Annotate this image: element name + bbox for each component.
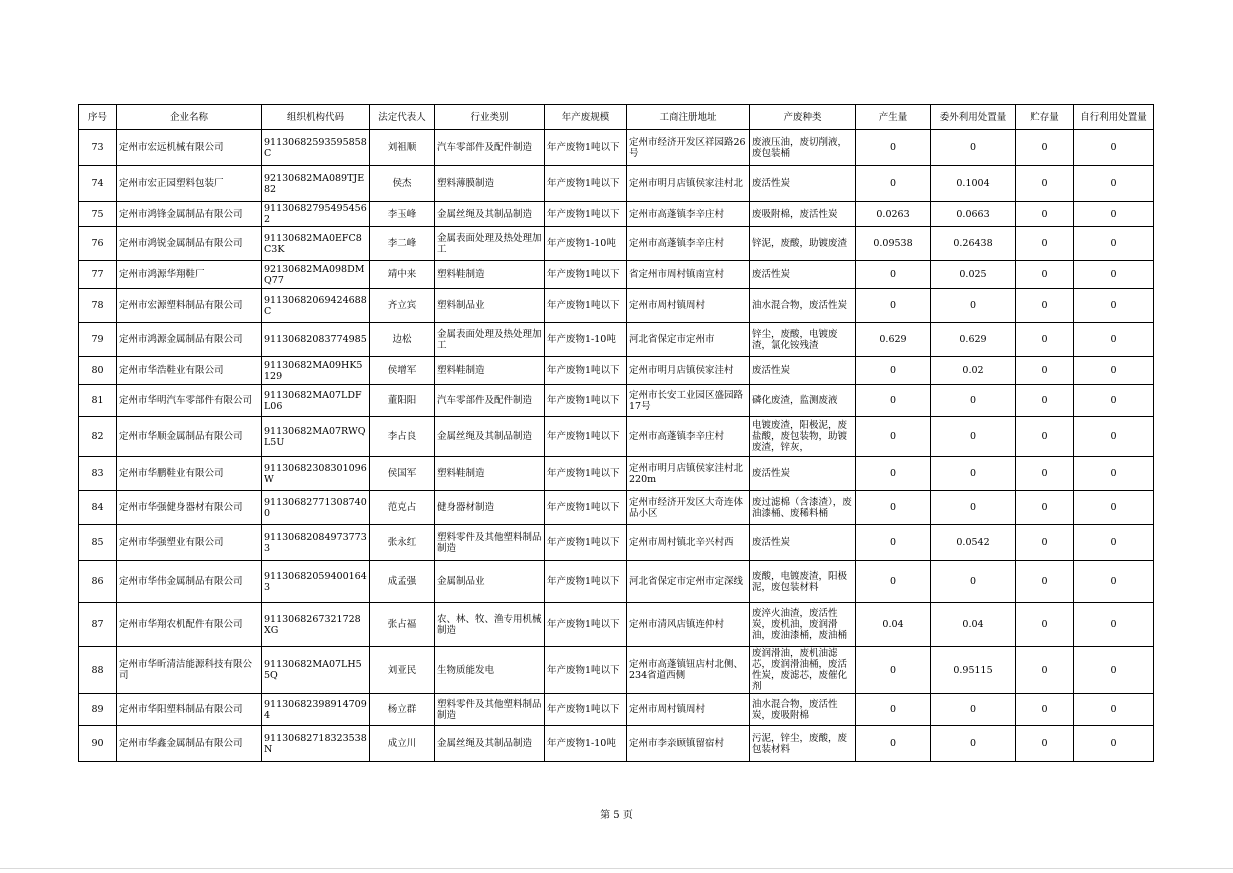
- page-number: 第 5 页: [600, 810, 633, 821]
- cell-company: 定州市鸿锐金属制品有限公司: [117, 227, 262, 261]
- bottom-divider: [0, 868, 1233, 869]
- cell-outsourced: 0.025: [931, 261, 1016, 289]
- cell-legal-rep: 李玉峰: [370, 202, 435, 227]
- table-row: [79, 491, 1154, 525]
- cell-address: 定州市周村镇周村: [627, 694, 750, 726]
- header-waste-type: 产废种类: [750, 105, 856, 130]
- cell-annual-scale: 年产废物1吨以下: [545, 130, 627, 166]
- cell-company: 定州市华强健身器材有限公司: [117, 491, 262, 525]
- table-row: [79, 726, 1154, 762]
- header-company: 企业名称: [117, 105, 262, 130]
- cell-waste-type: 废吸附棉，废活性炭: [750, 202, 856, 227]
- cell-generated: 0: [856, 166, 931, 202]
- cell-industry: 汽车零部件及配件制造: [435, 385, 545, 417]
- cell-outsourced: 0.629: [931, 323, 1016, 357]
- cell-legal-rep: 靖中来: [370, 261, 435, 289]
- cell-legal-rep: 成立川: [370, 726, 435, 762]
- cell-address: 河北省保定市定州市: [627, 323, 750, 357]
- cell-stored: 0: [1016, 202, 1074, 227]
- table-row: [79, 227, 1154, 261]
- cell-generated: 0: [856, 457, 931, 491]
- cell-seq: 80: [79, 357, 117, 385]
- cell-self-disposed: 0: [1074, 130, 1154, 166]
- cell-waste-type: 废活性炭: [750, 357, 856, 385]
- table-header-row: [79, 105, 1154, 130]
- cell-org-code: 9113068267321728XG: [262, 603, 370, 647]
- table-row: [79, 130, 1154, 166]
- cell-self-disposed: 0: [1074, 561, 1154, 603]
- cell-self-disposed: 0: [1074, 202, 1154, 227]
- cell-industry: 农、林、牧、渔专用机械制造: [435, 603, 545, 647]
- cell-waste-type: 废活性炭: [750, 261, 856, 289]
- cell-outsourced: 0: [931, 417, 1016, 457]
- header-address: 工商注册地址: [627, 105, 750, 130]
- cell-self-disposed: 0: [1074, 227, 1154, 261]
- cell-annual-scale: 年产废物1-10吨: [545, 227, 627, 261]
- cell-industry: 塑料鞋制造: [435, 457, 545, 491]
- cell-legal-rep: 侯增军: [370, 357, 435, 385]
- cell-self-disposed: 0: [1074, 603, 1154, 647]
- header-seq: 序号: [79, 105, 117, 130]
- cell-org-code: 91130682083774985: [262, 323, 370, 357]
- cell-self-disposed: 0: [1074, 357, 1154, 385]
- cell-stored: 0: [1016, 525, 1074, 561]
- cell-address: 定州市李亲顾镇留宿村: [627, 726, 750, 762]
- cell-stored: 0: [1016, 289, 1074, 323]
- cell-seq: 86: [79, 561, 117, 603]
- header-org-code: 组织机构代码: [262, 105, 370, 130]
- cell-company: 定州市华鹏鞋业有限公司: [117, 457, 262, 491]
- cell-generated: 0: [856, 525, 931, 561]
- cell-annual-scale: 年产废物1吨以下: [545, 694, 627, 726]
- cell-industry: 金属丝绳及其制品制造: [435, 417, 545, 457]
- header-annual-scale: 年产废规模: [545, 105, 627, 130]
- cell-annual-scale: 年产废物1吨以下: [545, 525, 627, 561]
- cell-legal-rep: 董阳阳: [370, 385, 435, 417]
- cell-company: 定州市华顺金属制品有限公司: [117, 417, 262, 457]
- cell-annual-scale: 年产废物1吨以下: [545, 202, 627, 227]
- cell-stored: 0: [1016, 357, 1074, 385]
- cell-org-code: 911306820849737733: [262, 525, 370, 561]
- cell-company: 定州市华翔农机配件有限公司: [117, 603, 262, 647]
- cell-waste-type: 废液压油，废切削液，废包装桶: [750, 130, 856, 166]
- cell-seq: 79: [79, 323, 117, 357]
- cell-company: 定州市鸿源华翔鞋厂: [117, 261, 262, 289]
- cell-address: 定州市高蓬镇钮店村北侧、234省道西侧: [627, 647, 750, 694]
- cell-company: 定州市华昕清洁能源科技有限公司: [117, 647, 262, 694]
- cell-seq: 85: [79, 525, 117, 561]
- header-industry: 行业类别: [435, 105, 545, 130]
- cell-outsourced: 0.02: [931, 357, 1016, 385]
- cell-company: 定州市华鑫金属制品有限公司: [117, 726, 262, 762]
- cell-org-code: 91130682MA0EFC8C3K: [262, 227, 370, 261]
- cell-industry: 汽车零部件及配件制造: [435, 130, 545, 166]
- cell-waste-type: 废过滤棉（含漆渣），废油漆桶、废稀料桶: [750, 491, 856, 525]
- cell-generated: 0: [856, 726, 931, 762]
- cell-seq: 89: [79, 694, 117, 726]
- cell-waste-type: 污泥，锌尘，废酸，废包装材料: [750, 726, 856, 762]
- cell-seq: 87: [79, 603, 117, 647]
- cell-generated: 0.629: [856, 323, 931, 357]
- cell-generated: 0: [856, 491, 931, 525]
- cell-generated: 0: [856, 417, 931, 457]
- cell-company: 定州市华明汽车零部件有限公司: [117, 385, 262, 417]
- table-row: [79, 202, 1154, 227]
- cell-generated: 0: [856, 289, 931, 323]
- cell-org-code: 911306827954954562: [262, 202, 370, 227]
- cell-industry: 金属制品业: [435, 561, 545, 603]
- cell-company: 定州市鸿锋金属制品有限公司: [117, 202, 262, 227]
- cell-outsourced: 0: [931, 457, 1016, 491]
- cell-waste-type: 废淬火油渣，废活性炭，废机油，废润滑油，废油漆桶，废油桶: [750, 603, 856, 647]
- cell-legal-rep: 杨立群: [370, 694, 435, 726]
- header-stored: 贮存量: [1016, 105, 1074, 130]
- cell-stored: 0: [1016, 694, 1074, 726]
- cell-waste-type: 电镀废渣，阳极泥，废盐酸，废包装物，助镀废渣，锌灰，: [750, 417, 856, 457]
- cell-outsourced: 0: [931, 561, 1016, 603]
- cell-stored: 0: [1016, 166, 1074, 202]
- cell-generated: 0: [856, 694, 931, 726]
- cell-outsourced: 0: [931, 289, 1016, 323]
- cell-self-disposed: 0: [1074, 261, 1154, 289]
- cell-self-disposed: 0: [1074, 417, 1154, 457]
- cell-address: 定州市清风店镇连仲村: [627, 603, 750, 647]
- cell-org-code: 91130682308301096W: [262, 457, 370, 491]
- cell-address: 定州市周村镇周村: [627, 289, 750, 323]
- cell-outsourced: 0: [931, 385, 1016, 417]
- table-row: [79, 166, 1154, 202]
- cell-legal-rep: 成孟强: [370, 561, 435, 603]
- cell-seq: 73: [79, 130, 117, 166]
- cell-industry: 塑料鞋制造: [435, 357, 545, 385]
- cell-address: 定州市明月店镇侯家洼村北220m: [627, 457, 750, 491]
- table-row: [79, 357, 1154, 385]
- cell-waste-type: 磷化废渣，监测废液: [750, 385, 856, 417]
- cell-org-code: 91130682MA07RWQL5U: [262, 417, 370, 457]
- cell-annual-scale: 年产废物1吨以下: [545, 261, 627, 289]
- cell-outsourced: 0.0663: [931, 202, 1016, 227]
- cell-legal-rep: 李二峰: [370, 227, 435, 261]
- cell-self-disposed: 0: [1074, 385, 1154, 417]
- cell-legal-rep: 侯国军: [370, 457, 435, 491]
- cell-address: 定州市明月店镇侯家洼村北: [627, 166, 750, 202]
- cell-address: 定州市经济开发区大奇连体品小区: [627, 491, 750, 525]
- cell-stored: 0: [1016, 417, 1074, 457]
- table-row: [79, 525, 1154, 561]
- cell-org-code: 91130682MA09HK5129: [262, 357, 370, 385]
- cell-stored: 0: [1016, 491, 1074, 525]
- header-generated: 产生量: [856, 105, 931, 130]
- cell-address: 定州市周村镇北辛兴村西: [627, 525, 750, 561]
- cell-self-disposed: 0: [1074, 457, 1154, 491]
- cell-annual-scale: 年产废物1吨以下: [545, 603, 627, 647]
- cell-annual-scale: 年产废物1吨以下: [545, 417, 627, 457]
- cell-annual-scale: 年产废物1-10吨: [545, 726, 627, 762]
- cell-annual-scale: 年产废物1吨以下: [545, 491, 627, 525]
- cell-legal-rep: 李占良: [370, 417, 435, 457]
- cell-legal-rep: 刘祖顺: [370, 130, 435, 166]
- cell-address: 定州市明月店镇侯家洼村: [627, 357, 750, 385]
- cell-annual-scale: 年产废物1吨以下: [545, 289, 627, 323]
- cell-outsourced: 0.0542: [931, 525, 1016, 561]
- cell-waste-type: 废活性炭: [750, 525, 856, 561]
- cell-seq: 82: [79, 417, 117, 457]
- cell-company: 定州市华伟金属制品有限公司: [117, 561, 262, 603]
- cell-seq: 88: [79, 647, 117, 694]
- cell-industry: 金属丝绳及其制品制造: [435, 202, 545, 227]
- cell-legal-rep: 边松: [370, 323, 435, 357]
- cell-self-disposed: 0: [1074, 491, 1154, 525]
- cell-address: 定州市高蓬镇李辛庄村: [627, 202, 750, 227]
- table-row: [79, 457, 1154, 491]
- cell-stored: 0: [1016, 385, 1074, 417]
- cell-generated: 0.09538: [856, 227, 931, 261]
- cell-outsourced: 0: [931, 726, 1016, 762]
- cell-org-code: 911306820594001643: [262, 561, 370, 603]
- cell-stored: 0: [1016, 726, 1074, 762]
- cell-legal-rep: 范克占: [370, 491, 435, 525]
- cell-company: 定州市华阳塑料制品有限公司: [117, 694, 262, 726]
- cell-address: 河北省保定市定州市定深线: [627, 561, 750, 603]
- cell-stored: 0: [1016, 227, 1074, 261]
- cell-org-code: 911306827713087400: [262, 491, 370, 525]
- cell-company: 定州市华强塑业有限公司: [117, 525, 262, 561]
- cell-outsourced: 0: [931, 130, 1016, 166]
- cell-self-disposed: 0: [1074, 694, 1154, 726]
- cell-seq: 83: [79, 457, 117, 491]
- cell-waste-type: 废活性炭: [750, 166, 856, 202]
- header-outsourced: 委外利用处置量: [931, 105, 1016, 130]
- table-row: [79, 694, 1154, 726]
- cell-company: 定州市宏正园塑料包装厂: [117, 166, 262, 202]
- cell-industry: 金属表面处理及热处理加工: [435, 323, 545, 357]
- cell-self-disposed: 0: [1074, 323, 1154, 357]
- cell-waste-type: 锌尘，废酸，电镀废渣，氯化铵残渣: [750, 323, 856, 357]
- table-row: [79, 417, 1154, 457]
- cell-legal-rep: 刘亚民: [370, 647, 435, 694]
- cell-generated: 0.0263: [856, 202, 931, 227]
- cell-seq: 75: [79, 202, 117, 227]
- cell-outsourced: 0.04: [931, 603, 1016, 647]
- cell-stored: 0: [1016, 323, 1074, 357]
- waste-enterprise-table: [78, 104, 1154, 762]
- cell-outsourced: 0.1004: [931, 166, 1016, 202]
- cell-org-code: 91130682MA07LH55Q: [262, 647, 370, 694]
- cell-company: 定州市鸿源金属制品有限公司: [117, 323, 262, 357]
- table-row: [79, 385, 1154, 417]
- cell-waste-type: 废酸，电镀废渣，阳极泥，废包装材料: [750, 561, 856, 603]
- cell-stored: 0: [1016, 647, 1074, 694]
- cell-self-disposed: 0: [1074, 166, 1154, 202]
- cell-generated: 0: [856, 385, 931, 417]
- cell-stored: 0: [1016, 130, 1074, 166]
- cell-address: 定州市经济开发区祥园路26号: [627, 130, 750, 166]
- cell-waste-type: 油水混合物，废活性炭，废吸附棉: [750, 694, 856, 726]
- cell-annual-scale: 年产废物1吨以下: [545, 357, 627, 385]
- cell-self-disposed: 0: [1074, 726, 1154, 762]
- table-row: [79, 561, 1154, 603]
- cell-company: 定州市宏远机械有限公司: [117, 130, 262, 166]
- cell-org-code: 911306823989147094: [262, 694, 370, 726]
- cell-stored: 0: [1016, 603, 1074, 647]
- cell-legal-rep: 侯杰: [370, 166, 435, 202]
- cell-annual-scale: 年产废物1吨以下: [545, 647, 627, 694]
- cell-annual-scale: 年产废物1吨以下: [545, 166, 627, 202]
- cell-generated: 0: [856, 561, 931, 603]
- cell-org-code: 91130682069424688C: [262, 289, 370, 323]
- cell-annual-scale: 年产废物1吨以下: [545, 457, 627, 491]
- cell-generated: 0.04: [856, 603, 931, 647]
- cell-waste-type: 锌泥，废酸，助镀废渣: [750, 227, 856, 261]
- cell-company: 定州市宏源塑料制品有限公司: [117, 289, 262, 323]
- cell-industry: 金属表面处理及热处理加工: [435, 227, 545, 261]
- table-row: [79, 647, 1154, 694]
- table-body: [79, 130, 1154, 762]
- cell-generated: 0: [856, 130, 931, 166]
- cell-legal-rep: 张占福: [370, 603, 435, 647]
- cell-stored: 0: [1016, 561, 1074, 603]
- cell-address: 省定州市周村镇南宣村: [627, 261, 750, 289]
- header-legal-rep: 法定代表人: [370, 105, 435, 130]
- cell-outsourced: 0.26438: [931, 227, 1016, 261]
- cell-waste-type: 废润滑油，废机油滤芯，废润滑油桶，废活性炭，废滤芯，废催化剂: [750, 647, 856, 694]
- cell-industry: 塑料零件及其他塑料制品制造: [435, 694, 545, 726]
- cell-industry: 生物质能发电: [435, 647, 545, 694]
- cell-outsourced: 0: [931, 694, 1016, 726]
- header-self-disposed: 自行利用处置量: [1074, 105, 1154, 130]
- cell-address: 定州市高蓬镇李辛庄村: [627, 227, 750, 261]
- cell-industry: 塑料零件及其他塑料制品制造: [435, 525, 545, 561]
- cell-annual-scale: 年产废物1吨以下: [545, 561, 627, 603]
- cell-org-code: 92130682MA089TJE82: [262, 166, 370, 202]
- cell-industry: 塑料制品业: [435, 289, 545, 323]
- cell-org-code: 91130682593595858C: [262, 130, 370, 166]
- cell-self-disposed: 0: [1074, 525, 1154, 561]
- cell-seq: 76: [79, 227, 117, 261]
- cell-stored: 0: [1016, 457, 1074, 491]
- table-row: [79, 261, 1154, 289]
- cell-seq: 77: [79, 261, 117, 289]
- cell-self-disposed: 0: [1074, 647, 1154, 694]
- cell-seq: 81: [79, 385, 117, 417]
- cell-legal-rep: 齐立宾: [370, 289, 435, 323]
- cell-legal-rep: 张永红: [370, 525, 435, 561]
- cell-industry: 塑料鞋制造: [435, 261, 545, 289]
- cell-seq: 84: [79, 491, 117, 525]
- cell-address: 定州市长安工业园区盛园路17号: [627, 385, 750, 417]
- cell-industry: 塑料薄膜制造: [435, 166, 545, 202]
- table-row: [79, 323, 1154, 357]
- cell-generated: 0: [856, 357, 931, 385]
- cell-seq: 78: [79, 289, 117, 323]
- cell-org-code: 92130682MA098DMQ77: [262, 261, 370, 289]
- cell-seq: 90: [79, 726, 117, 762]
- cell-waste-type: 废活性炭: [750, 457, 856, 491]
- cell-address: 定州市高蓬镇李辛庄村: [627, 417, 750, 457]
- cell-industry: 金属丝绳及其制品制造: [435, 726, 545, 762]
- cell-outsourced: 0: [931, 491, 1016, 525]
- cell-org-code: 91130682MA07LDFL06: [262, 385, 370, 417]
- cell-org-code: 91130682718323538N: [262, 726, 370, 762]
- cell-annual-scale: 年产废物1吨以下: [545, 385, 627, 417]
- cell-company: 定州市华浩鞋业有限公司: [117, 357, 262, 385]
- cell-generated: 0: [856, 647, 931, 694]
- cell-industry: 健身器材制造: [435, 491, 545, 525]
- cell-outsourced: 0.95115: [931, 647, 1016, 694]
- cell-waste-type: 油水混合物，废活性炭: [750, 289, 856, 323]
- cell-generated: 0: [856, 261, 931, 289]
- cell-annual-scale: 年产废物1-10吨: [545, 323, 627, 357]
- cell-seq: 74: [79, 166, 117, 202]
- table-row: [79, 603, 1154, 647]
- cell-stored: 0: [1016, 261, 1074, 289]
- table-row: [79, 289, 1154, 323]
- cell-self-disposed: 0: [1074, 289, 1154, 323]
